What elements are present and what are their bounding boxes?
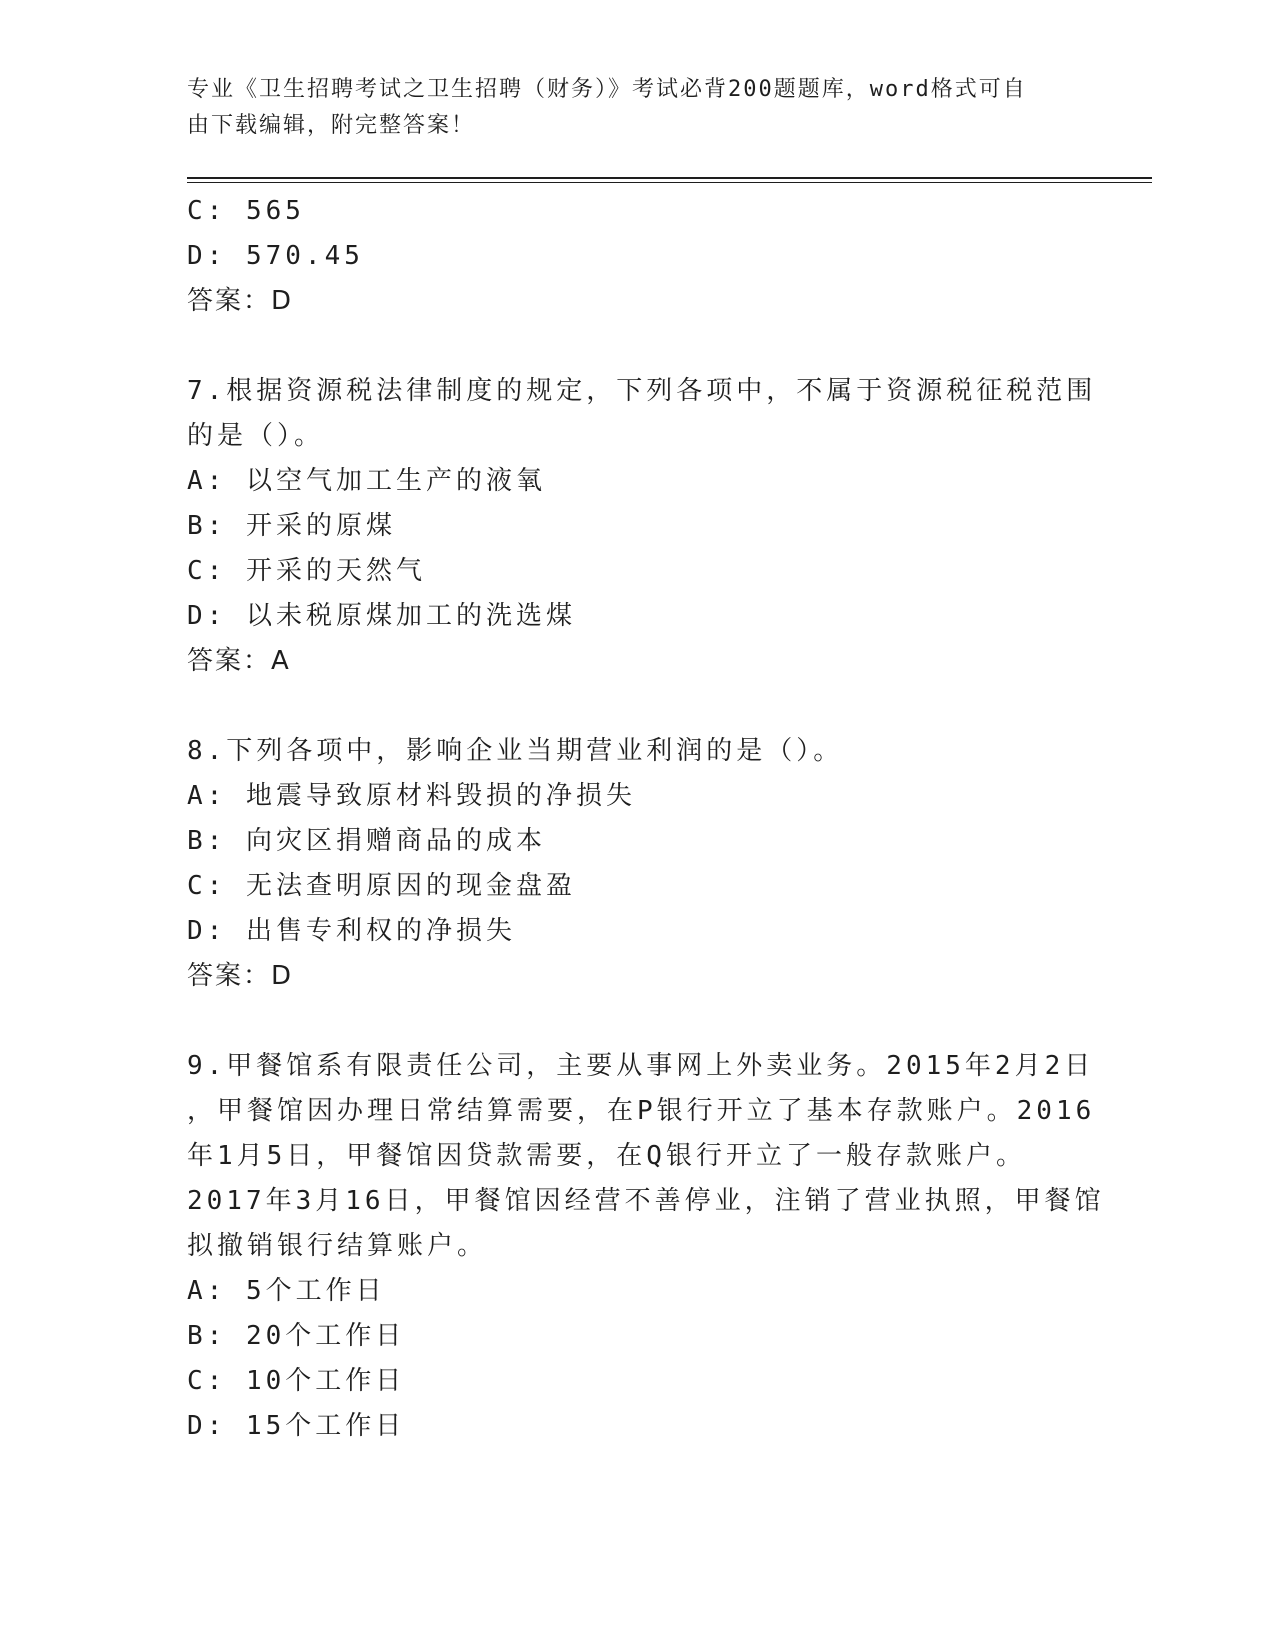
q8-option-c: C: 无法查明原因的现金盘盈 [187, 871, 576, 901]
q9-option-c: C: 10个工作日 [187, 1366, 406, 1396]
q8-answer: 答案：D [187, 961, 294, 991]
q7-stem-line-2: 的是（）。 [187, 421, 325, 451]
q9-stem-line-3: 年1月5日，甲餐馆因贷款需要，在Q银行开立了一般存款账户。 [187, 1141, 1026, 1171]
header-divider-thick [187, 177, 1152, 179]
q8-option-a: A: 地震导致原材料毁损的净损失 [187, 781, 636, 811]
q6-option-d: D: 570.45 [187, 241, 364, 271]
document-header [187, 72, 1067, 144]
q8-stem-line-1: 8.下列各项中，影响企业当期营业利润的是（）。 [187, 736, 844, 766]
q8-option-d: D: 出售专利权的净损失 [187, 916, 516, 946]
q8-option-b: B: 向灾区捐赠商品的成本 [187, 826, 546, 856]
header-line-1: 专业《卫生招聘考试之卫生招聘（财务）》考试必背200题题库，word格式可自 [187, 77, 1027, 102]
q6-option-c: C: 565 [187, 196, 305, 226]
q7-option-d: D: 以未税原煤加工的洗选煤 [187, 601, 576, 631]
q7-option-c: C: 开采的天然气 [187, 556, 426, 586]
q9-option-b: B: 20个工作日 [187, 1321, 406, 1351]
q6-answer: 答案：D [187, 286, 294, 316]
q7-answer: 答案：A [187, 646, 291, 676]
q7-option-a: A: 以空气加工生产的液氧 [187, 466, 546, 496]
q9-stem-line-2: ，甲餐馆因办理日常结算需要，在P银行开立了基本存款账户。2016 [187, 1096, 1096, 1126]
q9-option-a: A: 5个工作日 [187, 1276, 386, 1306]
q9-stem-line-5: 拟撤销银行结算账户。 [187, 1231, 488, 1261]
q7-stem-line-1: 7.根据资源税法律制度的规定，下列各项中，不属于资源税征税范围 [187, 376, 1097, 406]
header-divider-thin [187, 182, 1152, 183]
q9-stem-line-1: 9.甲餐馆系有限责任公司，主要从事网上外卖业务。2015年2月2日 [187, 1051, 1095, 1081]
q7-option-b: B: 开采的原煤 [187, 511, 396, 541]
q9-option-d: D: 15个工作日 [187, 1411, 406, 1441]
header-line-2: 由下载编辑，附完整答案！ [187, 113, 476, 138]
q9-stem-line-4: 2017年3月16日，甲餐馆因经营不善停业，注销了营业执照，甲餐馆 [187, 1186, 1105, 1216]
